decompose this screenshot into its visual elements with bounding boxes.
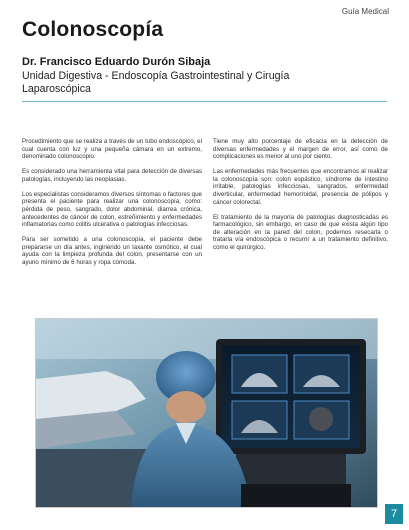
article-column-right	[213, 138, 388, 259]
paragraph: Procedimiento que se realiza a través de un tubo endoscópico, el cual cuenta con luz y una pequeña cámara en un extremo, denominado colonoscopio.	[22, 138, 202, 161]
page-title: Colonoscopía	[22, 18, 164, 41]
page-number: 7	[385, 504, 403, 524]
paragraph: Para ser sometido a una colonoscopía, el paciente debe prepararse un día antes, ingiriendo un laxante osmótico, el cual ayuda con la limpieza profunda del colon, presentarse con un ayuno mínimo de 6 horas y ropa cómoda.	[22, 236, 202, 266]
header-divider	[22, 101, 387, 102]
publication-label: Guía Medical	[341, 7, 389, 16]
paragraph: Los especialistas consideramos diversos síntomas o factores que presenta el paciente para realizar una colonoscopía, como: pérdida de peso, sangrado, dolor abdominal, diarrea crónica, antecedentes de cáncer de colon, estreñimiento y enfermedades inflamatorias como colitis ulcerativa o patologías infecciosas.	[22, 190, 202, 229]
author-affiliation: Unidad Digestiva - Endoscopía Gastrointestinal y Cirugía Laparoscópica	[22, 70, 290, 95]
article-column-left	[22, 138, 202, 274]
article-photo	[35, 318, 378, 508]
paragraph: El tratamiento de la mayoría de patologías diagnosticadas es farmacológico, sin embargo, en caso de que exista algún tipo de alteración en la pared del colon, podemos resecarla o tratarla vía endoscópica o recurrir a un tratamiento definitivo, como el quirúrgico.	[213, 213, 388, 251]
paragraph: Es considerado una herramienta vital para detección de diversas patologías, incluyendo las neoplasias.	[22, 168, 202, 183]
author-name: Dr. Francisco Eduardo Durón Sibaja	[22, 56, 211, 68]
paragraph: Las enfermedades más frecuentes que encontramos al realizar la colonoscopía son: colon espástico, síndrome de intestino irritable, patologías infecciosas, sangrados, enfermedad diverticular, enfermedad hemorroidal, presencia de pólipos y cáncer colorectal.	[213, 168, 388, 206]
paragraph: Tiene muy alto porcentaje de eficacia en la detección de diversas enfermedades y el margen de error, así como de complicaciones es menor al uno por ciento.	[213, 138, 388, 161]
